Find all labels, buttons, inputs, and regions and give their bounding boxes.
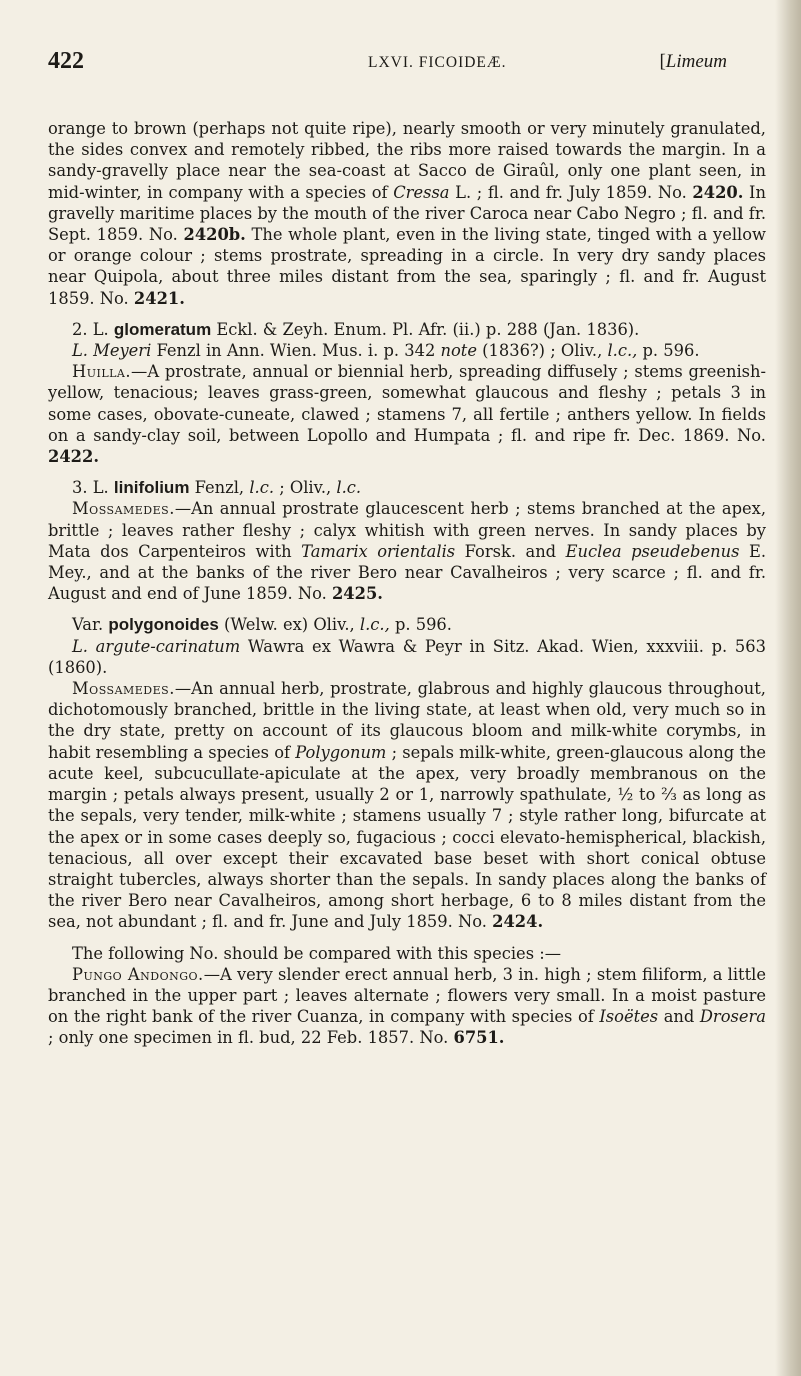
locality-pungo-andongo: Pungo Andongo.—A very slender erect annual herb, 3 in. high ; stem filiform, a little branched in the upper part ; leaves alternate ; flowers very small. In a moist pasture on the right bank of the river Cuanza, in company with species of Isoëtes and Drosera ; only one specimen in fl. bud, 22 Feb. 1857. No. 6751. [48,964,766,1048]
page-body [48,118,766,1049]
synonym-meyeri: L. Meyeri Fenzl in Ann. Wien. Mus. i. p. 342 note (1836?) ; Oliv., l.c., p. 596. [72,341,700,361]
species-heading-linifolium: 3. L. linifolium Fenzl, l.c. ; Oliv., l.c. [72,478,362,498]
locality-mossamedes-var: Mossamedes.—An annual herb, prostrate, glabrous and highly glaucous throughout, dichotomously branched, brittle in the living state, at least when old, very much so in the dry state, pretty on account of its glaucous bloom and milk-white corymbs, in habit resembling a species of Polygonum ; sepals milk-white, green-glaucous along the acute keel, subcucullate-apiculate at the apex, very broadly membranous on the margin ; petals always present, usually 2 or 1, narrowly spathulate, ½ to ⅔ as long as the sepals, very tender, milk-white ; stamens usually 7 ; style rather long, bifurcate at the apex or in some cases deeply so, fugacious ; cocci elevato-hemispherical, blackish, tenacious, all over except their excavated base beset with short conical obtuse straight tubercles, always shorter than the sepals. In sandy places along the banks of the river Bero near Cavalheiros, among short herbage, 6 to 8 miles distant from the sea, not abundant ; fl. and fr. June and July 1859. No. 2424. [48,679,766,932]
paragraph-continued: orange to brown (perhaps not quite ripe), nearly smooth or very minutely granulated, the sides convex and remotely ribbed, the ribs more raised towards the margin. In a sandy-gravelly place near the sea-coast at Sacco de Giraûl, only one plant seen, in mid-winter, in company with a species of Cressa L. ; fl. and fr. July 1859. No. 2420. In gravelly maritime places by the mouth of the river Caroca near Cabo Negro ; fl. and fr. Sept. 1859. No. 2420b. The whole plant, even in the living state, tinged with a yellow or orange colour ; stems prostrate, spreading in a circle. In very dry sandy places near Quipola, about three miles distant from the sea, sparingly ; fl. and fr. August 1859. No. 2421. [48,119,766,308]
genus-header: [ Limeum [659,51,727,73]
page-number: 422 [48,48,84,74]
variety-heading-polygonoides: Var. polygonoides (Welw. ex) Oliv., l.c., p. 596. [72,615,452,635]
locality-mossamedes: Mossamedes.—An annual prostrate glaucescent herb ; stems branched at the apex, brittle ; leaves rather fleshy ; calyx whitish with green nerves. In sandy places by Mata dos Carpenteiros with Tamarix orientalis Forsk. and Euclea pseudebenus E. Mey., and at the banks of the river Bero near Cavalheiros ; very scarce ; fl. and fr. August and end of June 1859. No. 2425. [48,499,766,604]
locality-huilla: Huilla.—A prostrate, annual or biennial herb, spreading diffusely ; stems greenish-yellow, tenacious; leaves grass-green, somewhat glaucous and fleshy ; petals 3 in some cases, obovate-cuneate, clawed ; stamens 7, all fertile ; anthers yellow. In fields on a sandy-clay soil, between Lopollo and Humpata ; fl. and ripe fr. Dec. 1869. No. 2422. [48,362,766,467]
species-heading-glomeratum: 2. L. glomeratum Eckl. & Zeyh. Enum. Pl. Afr. (ii.) p. 288 (Jan. 1836). [72,319,640,339]
synonym-argute-carinatum: L. argute-carinatum Wawra ex Wawra & Peyr in Sitz. Akad. Wien, xxxviii. p. 563 (1860). [48,636,766,677]
running-header [48,48,761,78]
family-title: LXVI. FICOIDEÆ. [368,54,507,71]
page-edge-shadow [775,0,801,1376]
compare-note: The following No. should be compared with this species :— [72,943,561,963]
